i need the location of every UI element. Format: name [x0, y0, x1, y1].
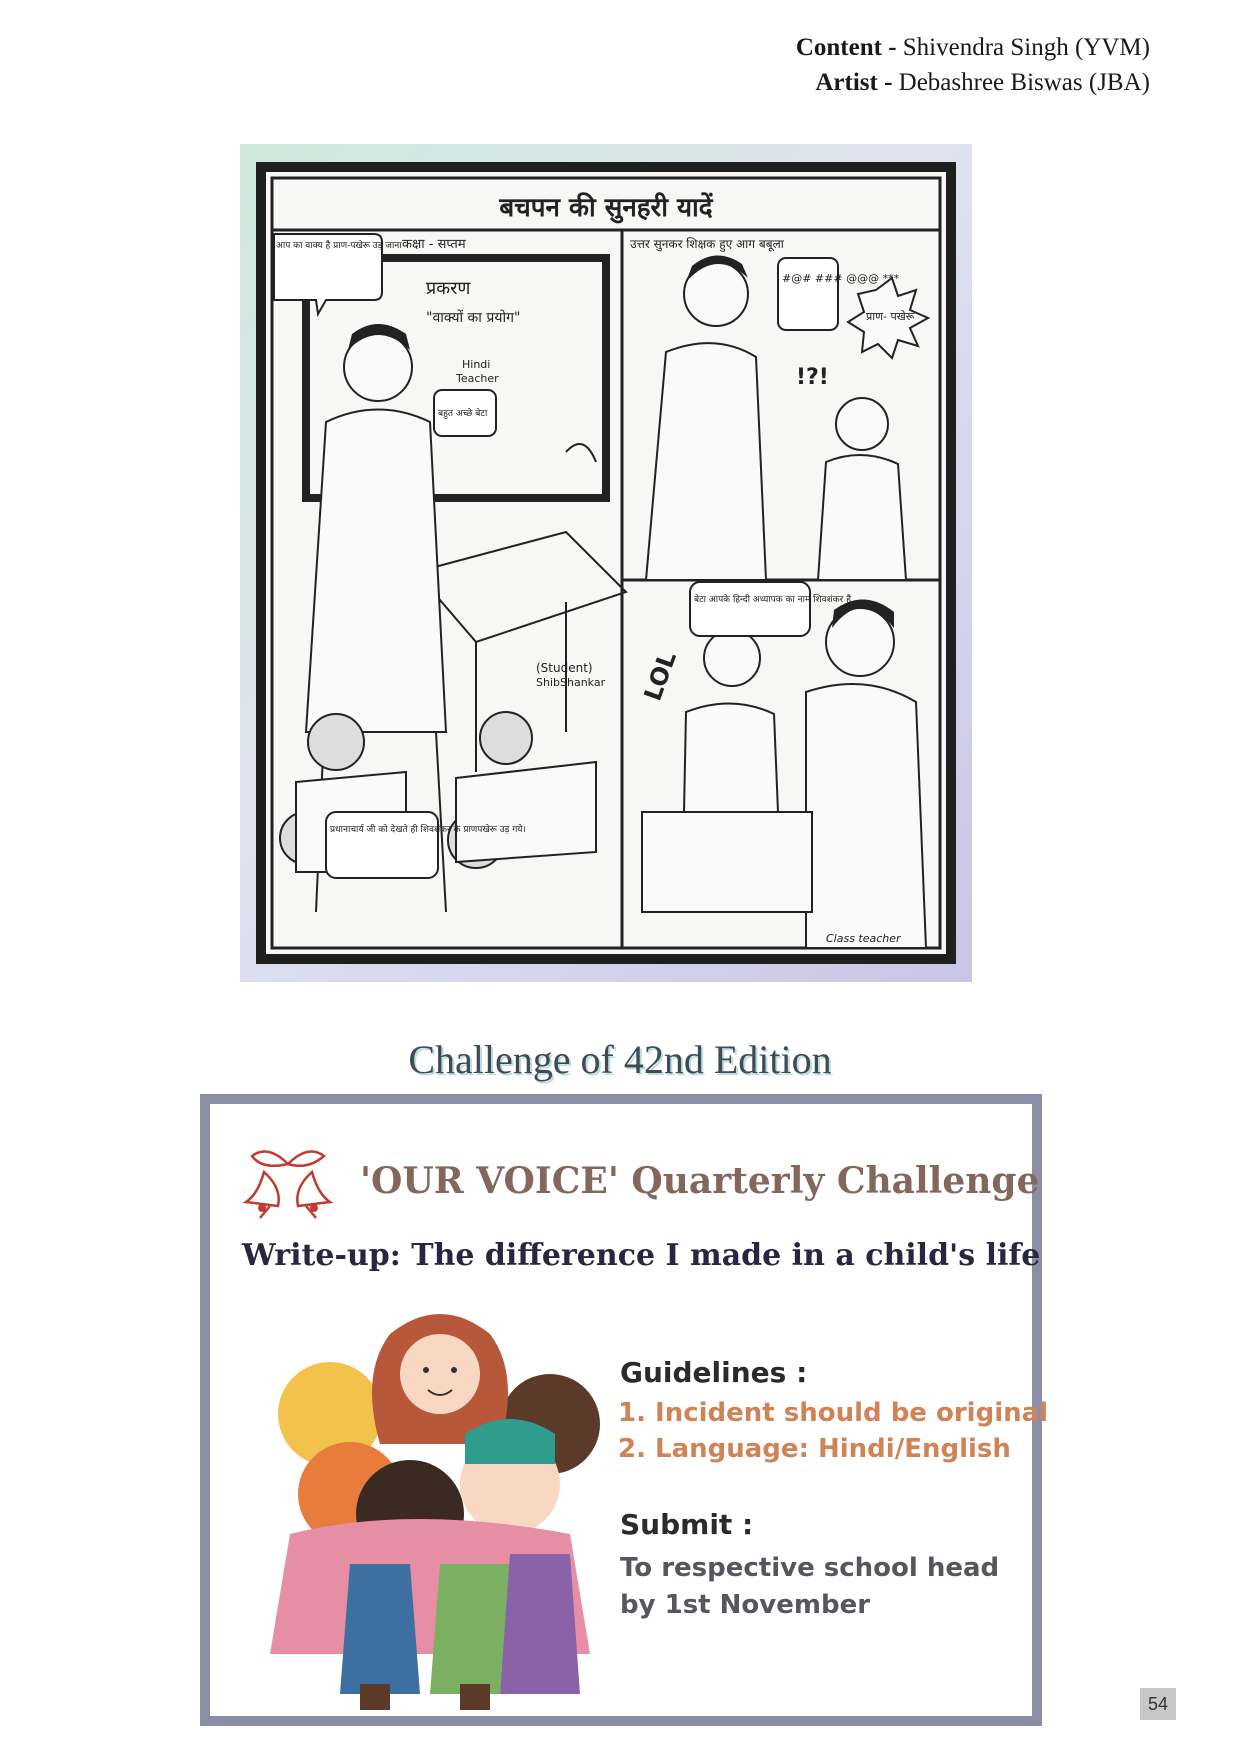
comic-drawing — [266, 172, 946, 954]
content-credit-value: Shivendra Singh (YVM) — [902, 34, 1150, 61]
board-subheading: "वाक्यों का प्रयोग" — [426, 310, 521, 326]
content-credit-label: Content - — [795, 34, 897, 61]
challenge-title: 'OUR VOICE' Quarterly Challenge — [360, 1160, 1040, 1202]
exclaim-marks: !?! — [796, 365, 829, 390]
credits-block — [790, 30, 1150, 100]
panel3-bubble: बेटा आपके हिन्दी अध्यापक का नाम शिवशंकर है — [694, 595, 851, 605]
guidelines-label: Guidelines : — [620, 1356, 808, 1389]
teacher-tag-1: Hindi — [462, 358, 491, 371]
artist-credit — [790, 65, 1150, 100]
content-credit — [790, 30, 1150, 65]
submit-text: To respective school head by 1st November — [620, 1553, 1000, 1620]
board-heading: प्रकरण — [426, 278, 471, 299]
student-tag-2: ShibShankar — [536, 676, 606, 689]
comic-border — [256, 162, 956, 964]
group-hug-illustration — [260, 1304, 620, 1714]
angry-bubble: #@# ### @@@ *** — [782, 272, 900, 285]
comic-frame — [240, 144, 972, 982]
bottom-bubble: प्रधानाचार्य जी को देखते ही शिवशंकर के प्राणपखेरू उड़ गये। — [330, 825, 526, 835]
teacher-tag-2: Teacher — [456, 372, 499, 385]
student-tag-1: (Student) — [536, 661, 593, 675]
class-label: कक्षा - सप्तम — [402, 237, 466, 252]
lol-text: LOL — [638, 647, 683, 705]
panel2-caption: उत्तर सुनकर शिक्षक हुए आग बबूला — [630, 237, 784, 251]
edition-heading: Challenge of 42nd Edition — [408, 1037, 832, 1082]
guideline-item: 1. Incident should be original — [618, 1398, 1049, 1428]
page-number: 54 — [1140, 1688, 1176, 1720]
bubble-topleft: आप का वाक्य है प्राण-पखेरू उड़ जाना — [276, 241, 402, 251]
burst-text: प्राण- पखेरू — [866, 310, 915, 323]
small-bubble: बहुत अच्छे बेटा — [438, 409, 488, 419]
bells-icon — [240, 1142, 336, 1220]
writeup-topic: Write-up: The difference I made in a child's life — [242, 1238, 1041, 1273]
guideline-item: 2. Language: Hindi/English — [618, 1434, 1011, 1464]
artist-credit-label: Artist - — [815, 69, 893, 96]
class-teacher-tag: Class teacher — [826, 932, 901, 945]
artist-credit-value: Debashree Biswas (JBA) — [898, 69, 1150, 96]
submit-label: Submit : — [620, 1508, 754, 1541]
challenge-box — [200, 1094, 1049, 1726]
comic-strip — [266, 172, 946, 954]
comic-title: बचपन की सुनहरी यादें — [499, 193, 713, 223]
